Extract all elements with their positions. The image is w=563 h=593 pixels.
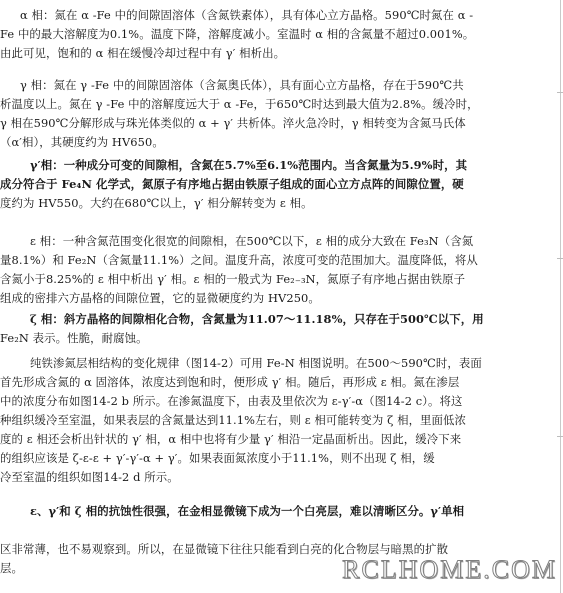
paragraph-zeta-phase [0, 310, 556, 348]
text-line: 首先形成含氮的 α 固溶体，浓度达到饱和时，便形成 γ′ 相。随后，再形成 ε 相。氮在渗层 [0, 375, 460, 389]
edge-tick [557, 92, 563, 93]
text-line: 纯铁渗氮层相结构的变化规律（图14-2）可用 Fe-N 相图说明。在500～590℃时，表面 [30, 356, 482, 370]
text-line: （α′相），其硬度约为 HV650。 [0, 135, 164, 149]
text-line: 层。 [0, 561, 23, 575]
text-line: α 相：氮在 α -Fe 中的间隙固溶体（含氮铁素体），具有体心立方晶格。590℃时氮在 α - [20, 8, 474, 22]
text-line: 度的 ε 相还会析出针状的 γ′ 相，α 相中也将有少量 γ′ 相沿一定晶面析出。因此，缓冷下来 [0, 432, 462, 446]
edge-tick [557, 258, 563, 259]
text-line: 中的浓度分布如图14-2 b 所示。在渗氮温度下，由表及里依次为 ε-γ′-α（图14-2 c）。将这 [0, 394, 463, 408]
text-line: 成分符合于 Fe₄N 化学式，氮原子有序地占据由铁原子组成的面心立方点阵的间隙位置，硬 [0, 177, 464, 191]
page-edge-rule [560, 0, 561, 593]
text-line: 区非常薄，也不易观察到。所以，在显微镜下往往只能看到白亮的化合物层与暗黑的扩散 [0, 542, 449, 556]
paragraph-nitrided-layer-structure [0, 354, 556, 487]
text-line: ε 相：一种含氮范围变化很宽的间隙相，在500℃以下，ε 相的成分大致在 Fe₃N（含氮 [30, 234, 474, 248]
text-line: 的组织应该是 ζ-ε-ε + γ′-γ′-α + γ′。如果表面氮浓度小于11.1%，则不出现 ζ 相，缓 [0, 451, 435, 465]
text-line: 量8.1%）和 Fe₂N（含氮量11.1%）之间。温度升高，浓度可变的范围加大。温度降低，将从 [0, 253, 478, 267]
paragraph-alpha-phase [0, 6, 556, 63]
text-line: 冷至室温的组织如图14-2 d 所示。 [0, 470, 179, 484]
paragraph-epsilon-phase [0, 232, 556, 308]
paragraph-gamma-phase [0, 76, 556, 152]
text-line: 组成的密排六方晶格的间隙位置，它的显微硬度约为 HV250。 [0, 291, 320, 305]
text-line: γ 相：氮在 γ -Fe 中的间隙固溶体（含氮奥氏体），具有面心立方晶格，存在于590℃共 [20, 78, 464, 92]
site-watermark: RCLHOME.COM [342, 555, 557, 584]
text-line: ζ 相：斜方晶格的间隙相化合物，含氮量为11.07～11.18%，只存在于500℃以下，用 [30, 312, 484, 326]
paragraph-gamma-prime-phase [0, 156, 556, 213]
text-line: 由此可见，饱和的 α 相在缓慢冷却过程中有 γ′ 相析出。 [0, 46, 286, 60]
text-line: γ′相：一种成分可变的间隙相，含氮在5.7%至6.1%范围内。当含氮量为5.9%时，其 [30, 158, 468, 172]
text-line: Fe 中的最大溶解度为0.1%。温度下降，溶解度减小。室温时 α 相的含氮量不超过0.001%。 [0, 27, 475, 41]
text-line: 含氮小于8.25%的 ε 相中析出 γ′ 相。ε 相的一般式为 Fe₂₋₃N，氮原子有序地占据由铁原子 [0, 272, 466, 286]
text-line: 种组织缓冷至室温，如果表层的含氮量达到11.1%左右，则 ε 相可能转变为 ζ 相，里面低浓 [0, 413, 467, 427]
text-line: ε、γ′和 ζ 相的抗蚀性很强，在金相显微镜下成为一个白亮层，难以清晰区分。γ′单相 [30, 504, 465, 518]
paragraph-corrosion-resistance [0, 502, 556, 521]
text-line: 度约为 HV550。大约在680℃以上，γ′ 相分解转变为 ε 相。 [0, 196, 313, 210]
text-line: γ 相在590℃分解形成与珠光体类似的 α + γ′ 共析体。淬火急冷时，γ 相转变为含氮马氏体 [0, 116, 466, 130]
text-line: 析温度以上。氮在 γ -Fe 中的溶解度远大于 α -Fe，于650℃时达到最大值为2.8%。缓冷时， [0, 97, 479, 111]
text-line: Fe₂N 表示。性脆，耐腐蚀。 [0, 331, 148, 345]
edge-tick [557, 436, 563, 437]
